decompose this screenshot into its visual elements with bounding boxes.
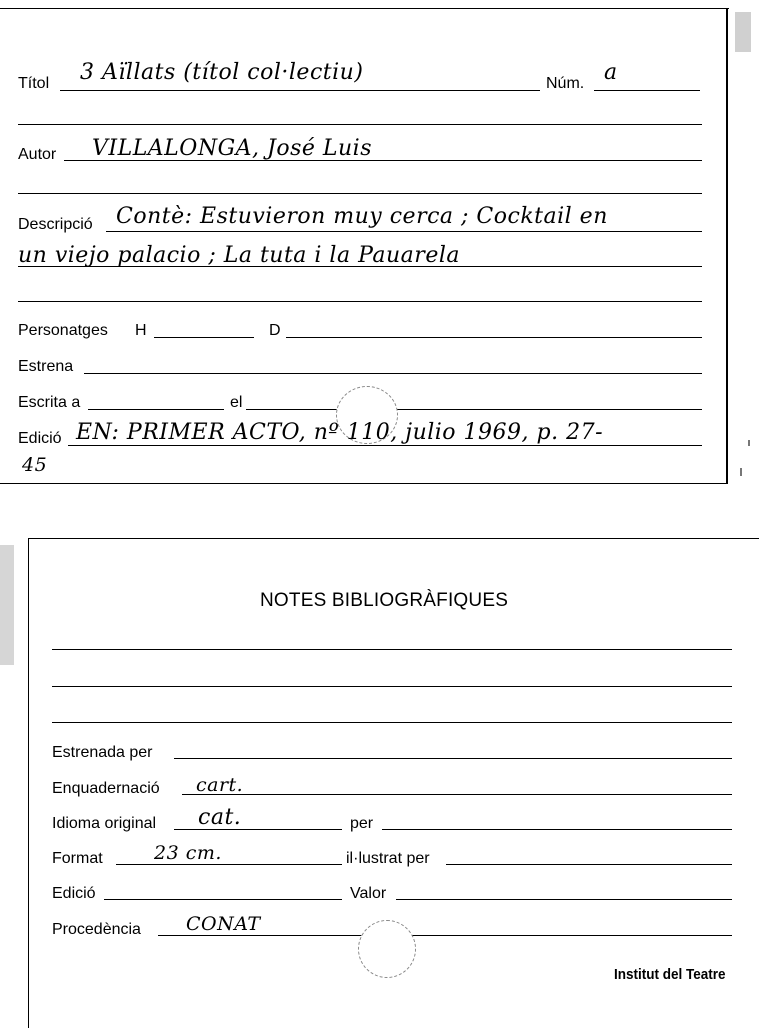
blank-rule-1 — [18, 124, 702, 125]
estrena-label: Estrena — [18, 358, 74, 375]
notes-rule-3 — [52, 722, 732, 723]
punch-hole-back — [358, 920, 416, 978]
illustrat-rule — [446, 864, 732, 865]
autor-value: VILLALONGA, José Luis — [92, 136, 372, 161]
d-label: D — [269, 322, 281, 339]
edicio-label: Edició — [18, 430, 62, 447]
estrena-rule — [84, 373, 702, 374]
edicio-line-2: 45 — [22, 454, 48, 476]
card-edge-bottom — [0, 483, 728, 484]
back-edicio-rule — [104, 899, 342, 900]
card-edge-top — [0, 8, 729, 9]
idioma-value: cat. — [198, 805, 242, 830]
num-rule — [594, 90, 700, 91]
titol-value: 3 Aïllats (títol col·lectiu) — [80, 60, 364, 85]
titol-rule — [60, 90, 540, 91]
blank-rule-3 — [18, 301, 702, 302]
enquadernacio-rule — [182, 794, 732, 795]
h-label: H — [135, 322, 147, 339]
valor-label: Valor — [350, 885, 387, 902]
format-value: 23 cm. — [154, 842, 222, 864]
card-edge-left — [28, 538, 29, 1028]
estrenada-rule — [174, 758, 732, 759]
el-label: el — [230, 394, 243, 411]
format-rule — [116, 864, 342, 865]
h-rule — [154, 337, 254, 338]
front-catalog-card — [0, 0, 730, 488]
procedencia-label: Procedència — [52, 921, 141, 938]
valor-rule — [396, 899, 732, 900]
procedencia-rule — [158, 935, 732, 936]
card-edge-right — [726, 8, 728, 484]
el-rule — [246, 409, 702, 410]
illustrat-label: il·lustrat per — [346, 850, 430, 867]
scan-noise — [740, 468, 742, 476]
titol-label: Títol — [18, 75, 50, 92]
scan-noise — [0, 545, 14, 665]
blank-rule-2 — [18, 193, 702, 194]
escrita-rule — [88, 409, 224, 410]
notes-rule-2 — [52, 686, 732, 687]
num-value: a — [604, 60, 618, 85]
personatges-label: Personatges — [18, 322, 108, 339]
edicio-line-1: EN: PRIMER ACTO, nº 110, julio 1969, p. 27- — [76, 420, 604, 445]
descripcio-label: Descripció — [18, 216, 93, 233]
procedencia-value: CONAT — [186, 913, 261, 935]
notes-rule-1 — [52, 649, 732, 650]
descripcio-line-2: un viejo palacio ; La tuta i la Pauarela — [18, 243, 460, 268]
escrita-label: Escrita a — [18, 394, 81, 411]
per-rule — [382, 829, 732, 830]
enquadernacio-value: cart. — [196, 774, 244, 796]
institution-logo: Institut del Teatre — [614, 966, 726, 983]
descripcio-rule-1 — [106, 231, 702, 232]
autor-label: Autor — [18, 146, 57, 163]
descripcio-line-1: Contè: Estuvieron muy cerca ; Cocktail en — [116, 204, 608, 229]
card-edge-top — [28, 538, 759, 539]
format-label: Format — [52, 850, 103, 867]
per-label: per — [350, 815, 374, 832]
notes-heading: NOTES BIBLIOGRÀFIQUES — [260, 590, 509, 611]
back-edicio-label: Edició — [52, 885, 96, 902]
estrenada-label: Estrenada per — [52, 744, 153, 761]
back-catalog-card — [28, 538, 759, 1028]
enquadernacio-label: Enquadernació — [52, 780, 160, 797]
scan-noise — [735, 12, 751, 52]
idioma-label: Idioma original — [52, 815, 157, 832]
num-label: Núm. — [546, 75, 585, 92]
scan-noise — [748, 440, 750, 446]
d-rule — [286, 337, 702, 338]
